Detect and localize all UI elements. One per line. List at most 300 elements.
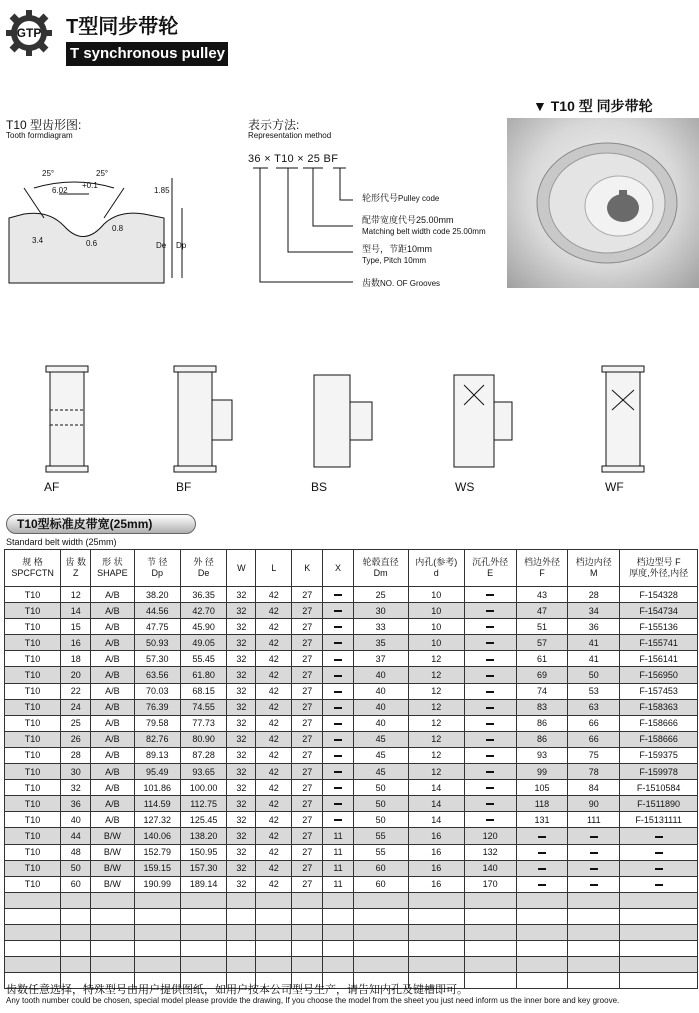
table-cell bbox=[464, 715, 516, 731]
table-cell: 27 bbox=[292, 844, 323, 860]
table-cell bbox=[620, 924, 698, 940]
note-cn: 齿数任意选择，特殊型号由用户提供图纸，如用户按本公司型号生产，请告知内孔及键槽即可。 bbox=[6, 984, 468, 996]
table-cell bbox=[353, 957, 408, 973]
table-cell: 42 bbox=[256, 683, 292, 699]
table-cell bbox=[256, 892, 292, 908]
table-cell bbox=[180, 908, 226, 924]
table-cell: A/B bbox=[91, 731, 134, 747]
table-row bbox=[5, 619, 698, 635]
table-cell: 22 bbox=[61, 683, 91, 699]
table-cell bbox=[323, 957, 353, 973]
table-row bbox=[5, 764, 698, 780]
table-cell bbox=[464, 973, 516, 989]
table-cell: 32 bbox=[227, 780, 256, 796]
table-cell bbox=[568, 828, 620, 844]
svg-text:GTP: GTP bbox=[16, 26, 42, 40]
table-cell bbox=[227, 941, 256, 957]
table-cell: 170 bbox=[464, 876, 516, 892]
table-cell bbox=[620, 892, 698, 908]
table-cell: 131 bbox=[516, 812, 568, 828]
table-row bbox=[5, 747, 698, 763]
table-cell: 18 bbox=[61, 651, 91, 667]
table-cell: 40 bbox=[61, 812, 91, 828]
table-header-cell: 内孔(参考) d bbox=[408, 550, 464, 587]
table-cell: 25 bbox=[61, 715, 91, 731]
table-cell: 47.75 bbox=[134, 619, 180, 635]
table-row bbox=[5, 876, 698, 892]
table-cell: 32 bbox=[227, 860, 256, 876]
table-cell: 43 bbox=[516, 587, 568, 603]
table-cell: 34 bbox=[568, 603, 620, 619]
dash-mark bbox=[486, 755, 494, 757]
table-cell bbox=[464, 651, 516, 667]
table-cell bbox=[91, 957, 134, 973]
drawing-label-af: AF bbox=[44, 480, 60, 494]
dash-mark bbox=[655, 836, 663, 838]
table-cell: 50 bbox=[568, 667, 620, 683]
gtp-logo bbox=[6, 10, 52, 56]
table-cell: 32 bbox=[227, 619, 256, 635]
table-cell: 27 bbox=[292, 667, 323, 683]
table-cell: T10 bbox=[5, 635, 61, 651]
table-subtitle: Standard belt width (25mm) bbox=[6, 537, 117, 547]
table-cell: F-159978 bbox=[620, 764, 698, 780]
table-cell: A/B bbox=[91, 651, 134, 667]
table-cell bbox=[180, 892, 226, 908]
table-row-empty bbox=[5, 924, 698, 940]
table-cell: F-155741 bbox=[620, 635, 698, 651]
representation-code: 36 × T10 × 25 BF bbox=[248, 153, 339, 165]
table-header-cell: 齿 数 Z bbox=[61, 550, 91, 587]
table-cell: 10 bbox=[408, 587, 464, 603]
dash-mark bbox=[334, 723, 342, 725]
table-cell: A/B bbox=[91, 635, 134, 651]
table-cell: 159.15 bbox=[134, 860, 180, 876]
table-cell: 40 bbox=[353, 715, 408, 731]
table-cell: F-156141 bbox=[620, 651, 698, 667]
table-header-cell: 规 格 SPCFCTN bbox=[5, 550, 61, 587]
table-cell: 38.20 bbox=[134, 587, 180, 603]
table-cell: 86 bbox=[516, 731, 568, 747]
table-cell: A/B bbox=[91, 780, 134, 796]
dash-mark bbox=[655, 852, 663, 854]
table-cell bbox=[323, 812, 353, 828]
table-cell: 75 bbox=[568, 747, 620, 763]
table-cell: F-156950 bbox=[620, 667, 698, 683]
table-cell: 66 bbox=[568, 731, 620, 747]
table-cell: 40 bbox=[353, 683, 408, 699]
tooth-diagram-title: T10 型齿形图: bbox=[6, 118, 82, 132]
table-header-cell: X bbox=[323, 550, 353, 587]
table-cell bbox=[180, 941, 226, 957]
table-cell: 12 bbox=[408, 747, 464, 763]
table-cell: 14 bbox=[61, 603, 91, 619]
svg-text:25°: 25° bbox=[42, 169, 55, 178]
svg-text:3.4: 3.4 bbox=[32, 236, 44, 245]
table-cell: 33 bbox=[353, 619, 408, 635]
table-cell: 50 bbox=[353, 780, 408, 796]
table-cell bbox=[568, 860, 620, 876]
drawing-label-bs: BS bbox=[311, 480, 328, 494]
table-cell bbox=[464, 683, 516, 699]
table-cell bbox=[568, 924, 620, 940]
pulley-type-drawings bbox=[0, 330, 699, 480]
table-cell: 26 bbox=[61, 731, 91, 747]
rep-label-pulley-code: 轮形代号Pulley code bbox=[362, 193, 440, 203]
table-cell: B/W bbox=[91, 844, 134, 860]
dash-mark bbox=[486, 659, 494, 661]
table-cell: 42 bbox=[256, 764, 292, 780]
table-row bbox=[5, 715, 698, 731]
table-cell: 93 bbox=[516, 747, 568, 763]
table-cell: A/B bbox=[91, 683, 134, 699]
table-cell: 27 bbox=[292, 603, 323, 619]
table-cell bbox=[464, 924, 516, 940]
table-cell: 42 bbox=[256, 619, 292, 635]
table-cell: 16 bbox=[408, 828, 464, 844]
svg-text:1.85: 1.85 bbox=[154, 186, 170, 195]
table-cell: 42 bbox=[256, 747, 292, 763]
table-row-empty bbox=[5, 908, 698, 924]
table-cell bbox=[568, 941, 620, 957]
table-cell bbox=[516, 844, 568, 860]
table-cell bbox=[568, 957, 620, 973]
table-row bbox=[5, 828, 698, 844]
table-cell: 30 bbox=[61, 764, 91, 780]
table-cell: T10 bbox=[5, 812, 61, 828]
table-cell: 42 bbox=[256, 635, 292, 651]
dash-mark bbox=[486, 771, 494, 773]
table-cell: 57 bbox=[516, 635, 568, 651]
dash-mark bbox=[486, 787, 494, 789]
table-cell: 82.76 bbox=[134, 731, 180, 747]
table-cell: 66 bbox=[568, 715, 620, 731]
table-cell: 27 bbox=[292, 796, 323, 812]
table-cell: 114.59 bbox=[134, 796, 180, 812]
dash-mark bbox=[334, 819, 342, 821]
table-cell bbox=[353, 908, 408, 924]
table-cell bbox=[408, 924, 464, 940]
table-cell: 57.30 bbox=[134, 651, 180, 667]
table-cell bbox=[323, 764, 353, 780]
representation-title: 表示方法: bbox=[248, 118, 300, 132]
table-cell: 28 bbox=[61, 747, 91, 763]
table-cell: 32 bbox=[61, 780, 91, 796]
table-cell: 32 bbox=[227, 876, 256, 892]
svg-text:6.02: 6.02 bbox=[52, 186, 68, 195]
table-cell bbox=[323, 651, 353, 667]
table-cell: 42 bbox=[256, 796, 292, 812]
rep-label-grooves: 齿数NO. OF Grooves bbox=[362, 278, 441, 288]
dash-mark bbox=[590, 884, 598, 886]
table-cell: 118 bbox=[516, 796, 568, 812]
dash-mark bbox=[334, 659, 342, 661]
table-cell bbox=[5, 924, 61, 940]
pulley-photo bbox=[507, 118, 699, 288]
table-cell bbox=[323, 780, 353, 796]
dash-mark bbox=[538, 852, 546, 854]
dash-mark bbox=[334, 707, 342, 709]
table-cell: 12 bbox=[408, 683, 464, 699]
table-cell: A/B bbox=[91, 796, 134, 812]
table-cell: 45.90 bbox=[180, 619, 226, 635]
table-cell: 70.03 bbox=[134, 683, 180, 699]
svg-text:Dp: Dp bbox=[176, 241, 187, 250]
table-cell: 32 bbox=[227, 844, 256, 860]
dash-mark bbox=[334, 626, 342, 628]
table-cell: T10 bbox=[5, 683, 61, 699]
table-cell: 41 bbox=[568, 635, 620, 651]
table-cell: 101.86 bbox=[134, 780, 180, 796]
table-cell: 140.06 bbox=[134, 828, 180, 844]
table-header-cell: 轮毂直径 Dm bbox=[353, 550, 408, 587]
table-cell: 32 bbox=[227, 635, 256, 651]
table-cell bbox=[5, 957, 61, 973]
table-cell: T10 bbox=[5, 747, 61, 763]
table-cell bbox=[323, 796, 353, 812]
table-cell bbox=[323, 603, 353, 619]
table-cell bbox=[292, 957, 323, 973]
table-cell bbox=[408, 941, 464, 957]
table-cell bbox=[61, 892, 91, 908]
table-cell bbox=[464, 812, 516, 828]
table-cell: 61.80 bbox=[180, 667, 226, 683]
table-cell: 63 bbox=[568, 699, 620, 715]
table-cell: 68.15 bbox=[180, 683, 226, 699]
table-cell: 112.75 bbox=[180, 796, 226, 812]
table-cell: T10 bbox=[5, 715, 61, 731]
table-cell bbox=[5, 892, 61, 908]
dash-mark bbox=[590, 868, 598, 870]
table-cell: 60 bbox=[353, 860, 408, 876]
table-cell bbox=[61, 924, 91, 940]
table-cell: 50.93 bbox=[134, 635, 180, 651]
dash-mark bbox=[334, 739, 342, 741]
dash-mark bbox=[655, 884, 663, 886]
table-cell: B/W bbox=[91, 876, 134, 892]
table-cell: 32 bbox=[227, 828, 256, 844]
table-cell: T10 bbox=[5, 764, 61, 780]
table-cell: 36.35 bbox=[180, 587, 226, 603]
table-cell bbox=[134, 924, 180, 940]
table-cell bbox=[516, 924, 568, 940]
drawing-label-wf: WF bbox=[605, 480, 624, 494]
table-cell: 84 bbox=[568, 780, 620, 796]
table-cell: 42 bbox=[256, 812, 292, 828]
dash-mark bbox=[334, 771, 342, 773]
table-cell bbox=[620, 908, 698, 924]
table-header-cell: 档边外径 F bbox=[516, 550, 568, 587]
table-cell: 80.90 bbox=[180, 731, 226, 747]
table-cell: 55 bbox=[353, 828, 408, 844]
table-cell: 35 bbox=[353, 635, 408, 651]
table-cell bbox=[516, 860, 568, 876]
table-cell bbox=[516, 828, 568, 844]
table-cell: 76.39 bbox=[134, 699, 180, 715]
table-cell bbox=[464, 747, 516, 763]
table-cell: 83 bbox=[516, 699, 568, 715]
table-cell bbox=[5, 941, 61, 957]
table-cell: A/B bbox=[91, 764, 134, 780]
table-cell: 27 bbox=[292, 764, 323, 780]
table-cell: 27 bbox=[292, 747, 323, 763]
table-cell bbox=[134, 941, 180, 957]
table-cell bbox=[323, 908, 353, 924]
table-cell bbox=[620, 957, 698, 973]
table-cell: 36 bbox=[568, 619, 620, 635]
table-cell: 27 bbox=[292, 860, 323, 876]
dash-mark bbox=[538, 868, 546, 870]
table-cell: F-157453 bbox=[620, 683, 698, 699]
table-cell bbox=[516, 892, 568, 908]
table-cell bbox=[620, 876, 698, 892]
table-cell: 42 bbox=[256, 780, 292, 796]
table-cell bbox=[464, 619, 516, 635]
table-cell: 100.00 bbox=[180, 780, 226, 796]
table-cell: 32 bbox=[227, 812, 256, 828]
table-row-empty bbox=[5, 957, 698, 973]
table-cell: 28 bbox=[568, 587, 620, 603]
table-row bbox=[5, 699, 698, 715]
table-cell: F-1510584 bbox=[620, 780, 698, 796]
table-cell: 55 bbox=[353, 844, 408, 860]
table-cell: 42 bbox=[256, 651, 292, 667]
table-cell: 74.55 bbox=[180, 699, 226, 715]
table-cell: T10 bbox=[5, 780, 61, 796]
table-cell bbox=[464, 587, 516, 603]
dash-mark bbox=[486, 739, 494, 741]
table-cell bbox=[464, 731, 516, 747]
table-cell bbox=[323, 699, 353, 715]
drawing-label-bf: BF bbox=[176, 480, 192, 494]
table-cell: 60 bbox=[353, 876, 408, 892]
table-cell bbox=[256, 941, 292, 957]
table-cell: 15 bbox=[61, 619, 91, 635]
dash-mark bbox=[334, 675, 342, 677]
table-header-cell: 档边内径 M bbox=[568, 550, 620, 587]
dash-mark bbox=[486, 707, 494, 709]
dash-mark bbox=[486, 594, 494, 596]
table-cell bbox=[464, 603, 516, 619]
dash-mark bbox=[590, 852, 598, 854]
table-cell: A/B bbox=[91, 747, 134, 763]
table-cell: 27 bbox=[292, 651, 323, 667]
table-cell bbox=[408, 957, 464, 973]
photo-title: ▼ T10 型 同步带轮 bbox=[533, 98, 653, 114]
table-cell: 50 bbox=[353, 796, 408, 812]
table-cell bbox=[516, 957, 568, 973]
table-cell: 78 bbox=[568, 764, 620, 780]
table-row bbox=[5, 587, 698, 603]
table-header-cell: 节 径 Dp bbox=[134, 550, 180, 587]
table-cell: A/B bbox=[91, 587, 134, 603]
table-cell bbox=[323, 667, 353, 683]
table-cell: 41 bbox=[568, 651, 620, 667]
table-cell: T10 bbox=[5, 667, 61, 683]
table-cell: 32 bbox=[227, 667, 256, 683]
table-cell bbox=[323, 587, 353, 603]
table-cell bbox=[620, 844, 698, 860]
table-cell: 42 bbox=[256, 603, 292, 619]
table-cell: 27 bbox=[292, 715, 323, 731]
table-cell bbox=[464, 764, 516, 780]
title-en: T synchronous pulley bbox=[66, 42, 228, 66]
table-cell: 14 bbox=[408, 796, 464, 812]
table-cell bbox=[464, 892, 516, 908]
table-cell: 32 bbox=[227, 699, 256, 715]
svg-text:25°: 25° bbox=[96, 169, 109, 178]
table-cell: 11 bbox=[323, 876, 353, 892]
table-cell: 60 bbox=[61, 876, 91, 892]
table-cell: 111 bbox=[568, 812, 620, 828]
table-cell: 42 bbox=[256, 667, 292, 683]
table-cell bbox=[323, 619, 353, 635]
table-cell bbox=[5, 908, 61, 924]
table-cell: 27 bbox=[292, 619, 323, 635]
dash-mark bbox=[486, 642, 494, 644]
table-cell: 74 bbox=[516, 683, 568, 699]
table-cell bbox=[620, 860, 698, 876]
table-cell: 11 bbox=[323, 860, 353, 876]
table-row bbox=[5, 731, 698, 747]
table-cell: 40 bbox=[353, 667, 408, 683]
table-cell: T10 bbox=[5, 651, 61, 667]
table-cell bbox=[292, 924, 323, 940]
svg-text:0.8: 0.8 bbox=[112, 224, 124, 233]
table-cell bbox=[568, 973, 620, 989]
table-cell bbox=[61, 957, 91, 973]
table-cell: 27 bbox=[292, 812, 323, 828]
table-cell bbox=[323, 683, 353, 699]
table-cell bbox=[620, 973, 698, 989]
table-cell: 50 bbox=[353, 812, 408, 828]
table-cell bbox=[256, 924, 292, 940]
table-cell: T10 bbox=[5, 876, 61, 892]
table-cell: 42 bbox=[256, 844, 292, 860]
table-cell: 190.99 bbox=[134, 876, 180, 892]
table-cell: 12 bbox=[408, 731, 464, 747]
table-cell bbox=[353, 941, 408, 957]
table-cell: 45 bbox=[353, 731, 408, 747]
representation-subtitle: Representation method bbox=[248, 131, 332, 140]
dash-mark bbox=[538, 884, 546, 886]
table-cell bbox=[568, 876, 620, 892]
table-cell: 32 bbox=[227, 764, 256, 780]
table-cell: F-15131111 bbox=[620, 812, 698, 828]
table-cell: 27 bbox=[292, 587, 323, 603]
table-cell: T10 bbox=[5, 603, 61, 619]
dash-mark bbox=[655, 868, 663, 870]
table-cell: 42 bbox=[256, 699, 292, 715]
table-cell bbox=[353, 892, 408, 908]
tooth-form-diagram bbox=[4, 148, 194, 288]
table-cell: 125.45 bbox=[180, 812, 226, 828]
table-cell bbox=[516, 973, 568, 989]
dash-mark bbox=[334, 642, 342, 644]
table-cell: 63.56 bbox=[134, 667, 180, 683]
dash-mark bbox=[334, 803, 342, 805]
table-cell bbox=[408, 908, 464, 924]
table-cell: 93.65 bbox=[180, 764, 226, 780]
table-cell bbox=[568, 844, 620, 860]
table-cell: 47 bbox=[516, 603, 568, 619]
dash-mark bbox=[334, 787, 342, 789]
table-cell: 45 bbox=[353, 764, 408, 780]
dash-mark bbox=[334, 691, 342, 693]
table-cell bbox=[61, 908, 91, 924]
table-cell bbox=[134, 892, 180, 908]
table-cell: 157.30 bbox=[180, 860, 226, 876]
